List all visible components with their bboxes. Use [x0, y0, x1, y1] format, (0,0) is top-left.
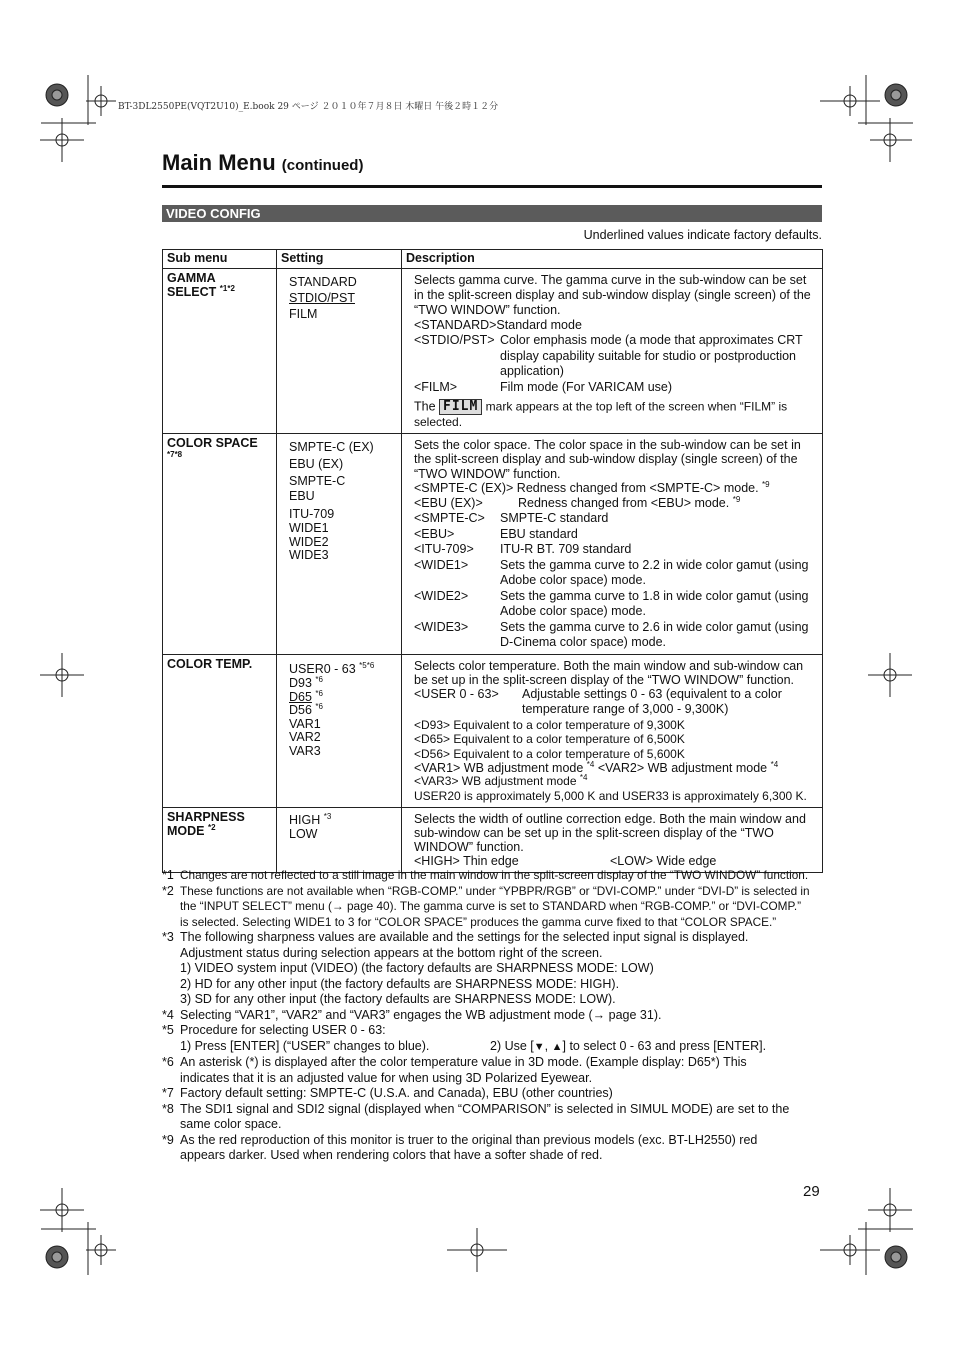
- color-space-smpte-ex-ref: *9: [762, 479, 770, 489]
- film-mark-note: [414, 399, 812, 430]
- color-temp-var2-desc: <VAR2> WB adjustment mode: [594, 761, 771, 776]
- footnote-marker: *9: [162, 1132, 174, 1147]
- setting-film: FILM: [289, 307, 318, 321]
- setting-smpte-c: SMPTE-C: [289, 474, 346, 488]
- footnote-marker: *8: [162, 1101, 174, 1116]
- footnotes: [162, 868, 824, 1164]
- sharpness-name-line1: SHARPNESS: [167, 810, 245, 825]
- footnote-marker: *6: [162, 1055, 174, 1069]
- footnote-marker: *1: [162, 868, 174, 882]
- video-config-table: [162, 249, 823, 873]
- color-temp-user-desc: Adjustable settings 0 - 63 (equivalent to a color temperature range of 3,000 - 9,300K): [522, 686, 782, 717]
- table-row-color-space: [163, 434, 823, 655]
- footnote-5: *5 Procedure for selecting USER 0 - 63: 1) Press [ENTER] (“USER” changes to blue). 2) Use [▼, ▲] to select 0 - 63 and press [ENTER].: [162, 1023, 824, 1055]
- color-temp-name: COLOR TEMP.: [167, 656, 253, 671]
- footnote-3: [162, 930, 824, 1008]
- cs-desc: Sets the gamma curve to 2.2 in wide color gamut (using Adobe color space) mode.: [500, 557, 809, 588]
- footnote-text: As the red reproduction of this monitor is truer to the original than previous models (exc. BT-LH2550) red: [180, 1132, 758, 1147]
- setting-high: HIGH: [289, 813, 324, 828]
- color-temp-var1-desc: <VAR1> WB adjustment mode: [414, 761, 587, 776]
- footnote-text: 1) VIDEO system input (VIDEO) (the factory defaults are SHARPNESS MODE: LOW): [180, 961, 654, 975]
- var1-ref: *4: [586, 760, 595, 770]
- footnote-text: 2) Use [: [490, 1038, 534, 1053]
- setting-var3: VAR3: [289, 743, 321, 758]
- footnote-text: 3) SD for any other input (the factory defaults are SHARPNESS MODE: LOW).: [180, 992, 616, 1006]
- setting-ebu: EBU: [289, 489, 315, 503]
- submenu-gamma-select: [163, 269, 277, 434]
- table-row-color-temp: [163, 654, 823, 808]
- setting-wide3: WIDE3: [289, 548, 329, 562]
- gamma-name-line2: SELECT: [167, 285, 220, 299]
- settings-color-space: [277, 434, 402, 655]
- footnote-text: An asterisk (*) is displayed after the color temperature value in 3D mode. (Example display: D65*) This: [180, 1055, 747, 1069]
- settings-color-temp: [277, 654, 402, 808]
- setting-standard: STANDARD: [289, 275, 357, 289]
- footnote-9: [162, 1133, 824, 1164]
- cs-desc: ITU-R BT. 709 standard: [500, 542, 632, 557]
- footnote-text: The following sharpness values are available and the settings for the selected input signal is displayed.: [180, 930, 749, 944]
- footnote-text: indicates that it is an adjusted value for when using 3D Polarized Eyewear.: [180, 1070, 593, 1085]
- footnote-text: Changes are not reflected to a still image in the main window in the split-screen display of the “TWO WINDOW” function.: [180, 868, 809, 882]
- color-temp-d93-desc: <D93> Equivalent to a color temperature of 9,300K: [414, 717, 685, 732]
- up-arrow-icon: ▲: [551, 1040, 563, 1053]
- setting-low: LOW: [289, 827, 318, 842]
- footnote-marker: *3: [162, 930, 174, 944]
- color-space-intro: Sets the color space. The color space in the sub-window can be set in the split-screen display and sub-window display (single screen) of the “TWO WINDOW” function.: [414, 438, 801, 481]
- footnote-text: Factory default setting: SMPTE-C (U.S.A. and Canada), EBU (other countries): [180, 1086, 613, 1100]
- sharpness-footnote-ref: *2: [207, 823, 216, 833]
- gamma-intro: Selects gamma curve. The gamma curve in the sub-window can be set in the split-screen display and sub-window display (single screen) of the “TWO WINDOW” function.: [414, 273, 811, 317]
- footnote-7: [162, 1086, 824, 1102]
- footnote-text: Selecting “VAR1”, “VAR2” and “VAR3” engages the WB adjustment mode (→ page 31).: [180, 1007, 662, 1022]
- cs-key: <EBU>: [414, 526, 455, 541]
- setting-d65: D65: [289, 689, 312, 704]
- footnote-text: Procedure for selecting USER 0 - 63:: [180, 1023, 386, 1037]
- down-arrow-icon: ▼: [533, 1040, 545, 1053]
- setting-stdio-pst: STDIO/PST: [289, 291, 355, 305]
- setting-d65-ref: *6: [315, 688, 323, 698]
- footnote-1: [162, 868, 824, 884]
- section-heading: VIDEO CONFIG: [162, 205, 822, 222]
- gamma-film-desc: Film mode (For VARICAM use): [500, 379, 673, 394]
- table-header-row: [163, 250, 823, 269]
- sharpness-intro: Selects the width of outline correction edge. Both the main window and sub-window can be set up in the split-screen display of the “TWO WINDOW” function.: [414, 812, 806, 855]
- print-header: BT-3DL2550PE(VQT2U10)_E.book 29 ページ ２０１０年７月８日 木曜日 午後２時１２分: [118, 102, 499, 112]
- setting-wide2: WIDE2: [289, 535, 329, 549]
- gamma-name-line1: GAMMA: [167, 271, 216, 285]
- color-temp-user-key: <USER 0 - 63>: [414, 686, 499, 701]
- footnote-text: The SDI1 signal and SDI2 signal (displayed when “COMPARISON” is selected in SIMUL MODE) are set to the: [180, 1101, 790, 1116]
- setting-itu-709: ITU-709: [289, 507, 335, 521]
- gamma-stdio-key: <STDIO/PST>: [414, 333, 495, 347]
- film-mark-post: mark appears at the top left of the screen when “FILM” is selected.: [414, 399, 788, 429]
- description-color-temp: [402, 654, 823, 808]
- color-space-footnote-ref: *7*8: [167, 450, 183, 459]
- footnote-marker: *2: [162, 883, 174, 898]
- setting-user-ref: *5*6: [359, 660, 375, 670]
- setting-var1: VAR1: [289, 716, 321, 731]
- footnote-text: These functions are not available when “RGB-COMP.” under “YPBPR/RGB” or “DVI-COMP.” under “DVI-D” is selected in: [180, 883, 810, 898]
- cs-key: <WIDE2>: [414, 588, 469, 603]
- sharpness-name-line2: MODE: [167, 824, 208, 839]
- cs-desc: Sets the gamma curve to 2.6 in wide color gamut (using D-Cinema color space) mode.: [500, 619, 809, 650]
- page-title-text: Main Menu: [162, 150, 276, 175]
- setting-high-ref: *3: [323, 812, 332, 822]
- var2-ref: *4: [770, 760, 779, 770]
- settings-sharpness-mode: [277, 808, 402, 873]
- col-header-description: Description: [402, 250, 823, 269]
- cs-key: <WIDE1>: [414, 557, 469, 572]
- description-color-space: [402, 434, 823, 655]
- gamma-film-key: <FILM>: [414, 379, 458, 394]
- film-mark-icon: FILM: [439, 399, 482, 415]
- color-temp-d65-desc: <D65> Equivalent to a color temperature of 6,500K: [414, 732, 685, 747]
- footnote-8: [162, 1102, 824, 1133]
- footnote-text: same color space.: [180, 1117, 282, 1131]
- color-temp-var3-desc: <VAR3> WB adjustment mode: [414, 774, 580, 789]
- setting-d56-ref: *6: [315, 701, 323, 711]
- setting-d93-ref: *6: [315, 674, 323, 684]
- description-gamma-select: [402, 269, 823, 434]
- setting-ebu-ex: EBU (EX): [289, 457, 344, 471]
- color-temp-intro: Selects color temperature. Both the main window and sub-window can be set up in the split-screen display of the “TWO WINDOW” function.: [414, 658, 804, 687]
- description-sharpness-mode: [402, 808, 823, 873]
- footnote-text: is selected. Selecting WIDE1 to 3 for “COLOR SPACE” produces the gamma curve fixed to that “COLOR SPACE.”: [180, 914, 777, 929]
- setting-user: USER0 - 63: [289, 661, 360, 676]
- color-temp-user-note: USER20 is approximately 5,000 K and USER33 is approximately 6,300 K.: [414, 789, 807, 804]
- col-header-submenu: Sub menu: [163, 250, 277, 269]
- gamma-standard-desc: <STANDARD>Standard mode: [414, 318, 582, 332]
- footnote-text: 2) HD for any other input (the factory defaults are SHARPNESS MODE: HIGH).: [180, 976, 620, 991]
- footnote-text: appears darker. Used when rendering colors that have a softer shade of red.: [180, 1148, 603, 1162]
- cs-desc: EBU standard: [500, 526, 578, 541]
- color-space-ebu-ex-desc: Redness changed from <EBU> mode.: [518, 495, 733, 510]
- footnote-6: [162, 1055, 824, 1086]
- cs-key: <ITU-709>: [414, 542, 474, 557]
- footnote-2: [162, 884, 824, 931]
- page-title-suffix: (continued): [281, 157, 364, 174]
- setting-d93: D93: [289, 675, 316, 690]
- cs-desc: SMPTE-C standard: [500, 511, 609, 526]
- footnote-text: 1) Press [ENTER] (“USER” changes to blue).: [180, 1038, 430, 1053]
- footnote-text: Adjustment status during selection appears at the bottom right of the screen.: [180, 945, 603, 960]
- submenu-sharpness-mode: [163, 808, 277, 873]
- footnote-marker: *7: [162, 1086, 174, 1100]
- submenu-color-temp: [163, 654, 277, 808]
- setting-var2: VAR2: [289, 729, 321, 744]
- cs-key: <SMPTE-C>: [414, 511, 485, 526]
- col-header-setting: Setting: [277, 250, 402, 269]
- footnote-4: [162, 1008, 824, 1024]
- setting-d56: D56: [289, 702, 316, 717]
- sharpness-high-desc: <HIGH> Thin edge: [414, 854, 519, 869]
- setting-wide1: WIDE1: [289, 521, 329, 535]
- settings-gamma-select: [277, 269, 402, 434]
- color-space-ebu-ex-key: <EBU (EX)>: [414, 495, 483, 510]
- table-row-gamma-select: [163, 269, 823, 434]
- footnote-text: the “INPUT SELECT” menu (→ page 40). The gamma curve is set to STANDARD when “RGB-COMP.” or “DVI-COMP.”: [180, 899, 802, 913]
- color-temp-d56-desc: <D56> Equivalent to a color temperature of 5,600K: [414, 746, 685, 761]
- footnote-marker: *5: [162, 1023, 174, 1037]
- var3-ref: *4: [579, 773, 588, 783]
- factory-default-note: Underlined values indicate factory defaults.: [583, 228, 822, 242]
- gamma-stdio-desc: Color emphasis mode (a mode that approximates CRT display capability suitable for studio or postproduction application): [500, 333, 803, 378]
- page-number: 29: [803, 1183, 820, 1200]
- cs-key: <WIDE3>: [414, 619, 469, 634]
- color-space-ebu-ex-ref: *9: [732, 494, 741, 504]
- title-rule: [162, 185, 822, 188]
- setting-smpte-c-ex: SMPTE-C (EX): [289, 440, 374, 454]
- color-space-smpte-ex-desc: <SMPTE-C (EX)> Redness changed from <SMPTE-C> mode.: [414, 480, 763, 495]
- color-space-name: COLOR SPACE: [167, 436, 258, 450]
- table-row-sharpness-mode: [163, 808, 823, 873]
- film-mark-pre: The: [414, 399, 440, 414]
- gamma-footnote-ref: *1*2: [219, 283, 235, 293]
- footnote-marker: *4: [162, 1007, 174, 1022]
- footnote-text: ] to select 0 - 63 and press [ENTER].: [562, 1038, 767, 1053]
- submenu-color-space: [163, 434, 277, 655]
- cs-desc: Sets the gamma curve to 1.8 in wide color gamut (using Adobe color space) mode.: [500, 588, 809, 619]
- sharpness-low-desc: <LOW> Wide edge: [610, 854, 717, 869]
- page-title: [162, 150, 363, 176]
